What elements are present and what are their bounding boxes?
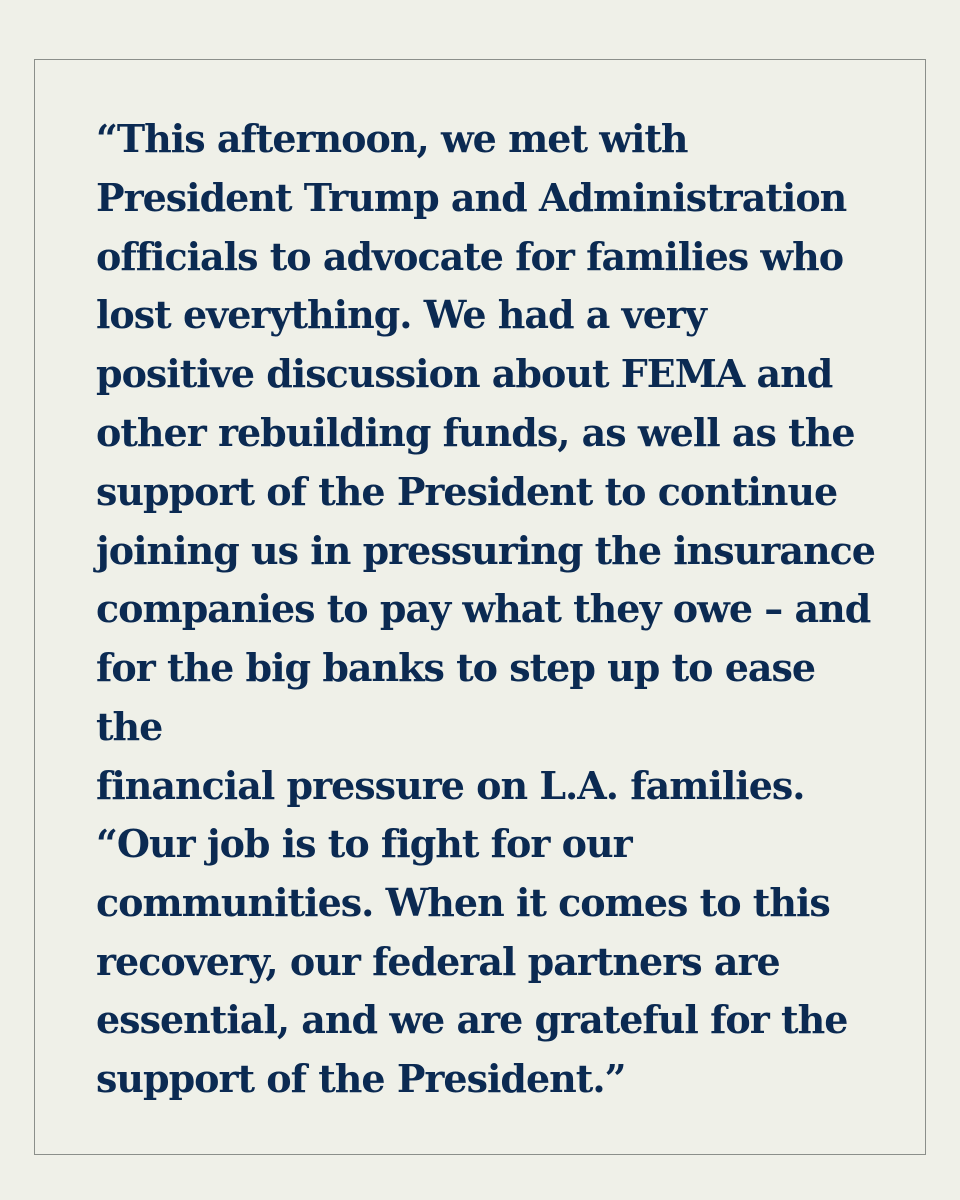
statement-paragraph-1: “This afternoon, we met with President Trump and Administration officials to advocate for families who lost everything. We had a very positive discussion about FEMA and other rebuilding funds, as well as the support of the President to continue joining us in pressuring the insurance companies to pay what they owe – and for the big banks to step up to ease the financial pressure on L.A. families. <box>96 116 875 808</box>
statement-paragraph-2: “Our job is to fight for our communities. When it comes to this recovery, our federal partners are essential, and we are grateful for the support of the President.” <box>96 821 848 1102</box>
